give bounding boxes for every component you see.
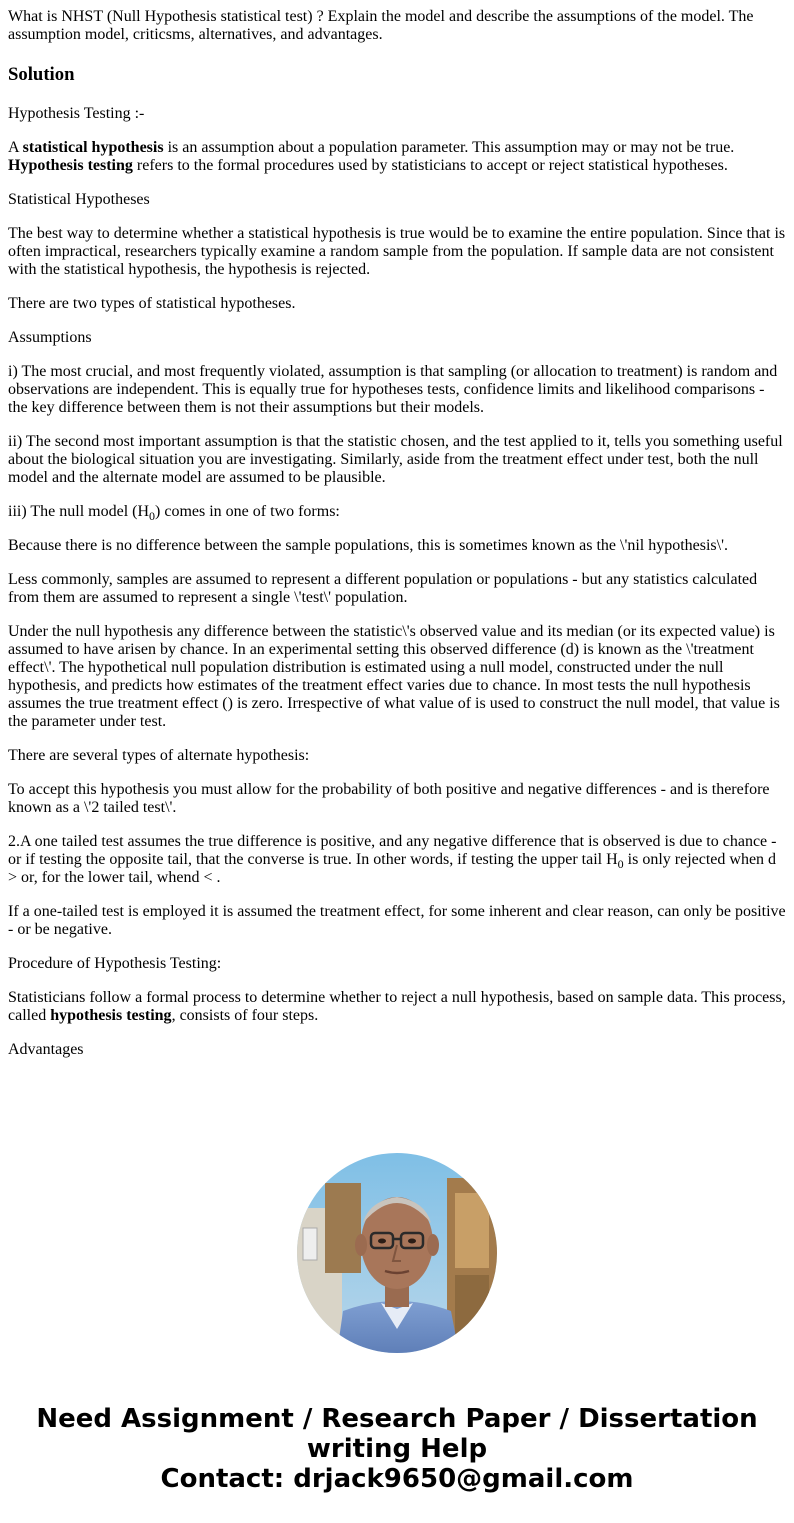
hypothesis-testing-bold: hypothesis testing [50,1007,172,1024]
two-types-paragraph: There are two types of statistical hypotheses. [8,295,296,312]
banner-contact-line: Contact: drjack9650@gmail.com [160,1464,634,1494]
assumption-3: iii) The null model $(H_0)$ comes in one of two forms: [8,503,340,524]
hypothesis-testing-heading: Hypothesis Testing :- [8,105,145,122]
two-tailed-paragraph: To accept this hypothesis you must allow for the probability of both positive and negative differences - and is therefore known as a \'2 tailed test\'. [8,781,770,816]
less-commonly-paragraph: Less commonly, samples are assumed to represent a different population or populations - but any statistics calculated from them are assumed to represent a single \'test\' population. [8,571,758,606]
contact-banner [0,1404,794,1494]
procedure-paragraph: Statisticians follow a formal process to determine whether to reject a null hypothesis, based on sample data. This process, called hypothesis testing, consists of four steps. [8,989,786,1024]
population-paragraph: The best way to determine whether a statistical hypothesis is true would be to examine the entire population. Since that is often impractical, researchers typically examine a random sample from the population. If sample data are not consistent with the statistical hypothesis, the hypothesis is rejected. [8,225,786,278]
one-tailed-paragraph: 2.A one tailed test assumes the true difference is positive, and any negative difference that is observed is due to chance - or if testing the opposite tail, that the converse is true. In other words, if testing the upper tail $H_0$ is only rejected when d > or, for the lower tail, whend < . [8,833,777,886]
avatar-portrait [297,1153,497,1353]
statistical-hypotheses-heading: Statistical Hypotheses [8,191,150,208]
alternate-types-paragraph: There are several types of alternate hypothesis: [8,747,310,764]
author-avatar [297,1153,497,1353]
advantages-heading: Advantages [8,1041,84,1058]
under-null-paragraph: Under the null hypothesis any difference between the statistic\'s observed value and its median (or its expected value) is assumed to have arisen by chance. In an experimental setting this observed difference (d) is known as the \'treatment effect\'. The hypothetical null population distribution is estimated using a null model, constructed under the null hypothesis, and predicts how estimates of the treatment effect varies due to chance. In most tests the null hypothesis assumes the true treatment effect () is zero. Irrespective of what value of is used to construct the null model, that value is the parameter under test. [8,623,780,730]
procedure-heading: Procedure of Hypothesis Testing: [8,955,222,972]
assumption-1: i) The most crucial, and most frequently violated, assumption is that sampling (or allocation to treatment) is random and observations are independent. This is equally true for hypotheses tests, confidence limits and likelihood comparisons - the key difference between them is not their assumptions but their models. [8,363,778,416]
one-tailed-employed-paragraph: If a one-tailed test is employed it is assumed the treatment effect, for some inherent and clear reason, can only be positive - or be negative. [8,903,786,938]
banner-line-2: writing Help [306,1434,488,1464]
nil-hypothesis-paragraph: Because there is no difference between the sample populations, this is sometimes known as the \'nil hypothesis\'. [8,537,728,554]
statistical-hypothesis-term: statistical hypothesis [22,139,164,156]
document-body [8,8,786,1075]
solution-heading: Solution [8,64,75,85]
definitions-paragraph: A statistical hypothesis is an assumption about a population parameter. This assumption may or may not be true. Hypothesis testing refers to the formal procedures used by statisticians to accept or reject statistical hypotheses. [8,139,735,174]
hypothesis-testing-term: Hypothesis testing [8,157,133,174]
assumption-2: ii) The second most important assumption is that the statistic chosen, and the test applied to it, tells you something useful about the biological situation you are investigating. Similarly, aside from the treatment effect under test, both the null model and the alternate model are assumed to be plausible. [8,433,783,486]
question-text: What is NHST (Null Hypothesis statistical test) ? Explain the model and describe the assumptions of the model. The assumption model, criticsms, alternatives, and advantages. [8,8,754,43]
assumptions-heading: Assumptions [8,329,92,346]
banner-line-1: Need Assignment / Research Paper / Dissertation [36,1404,758,1434]
